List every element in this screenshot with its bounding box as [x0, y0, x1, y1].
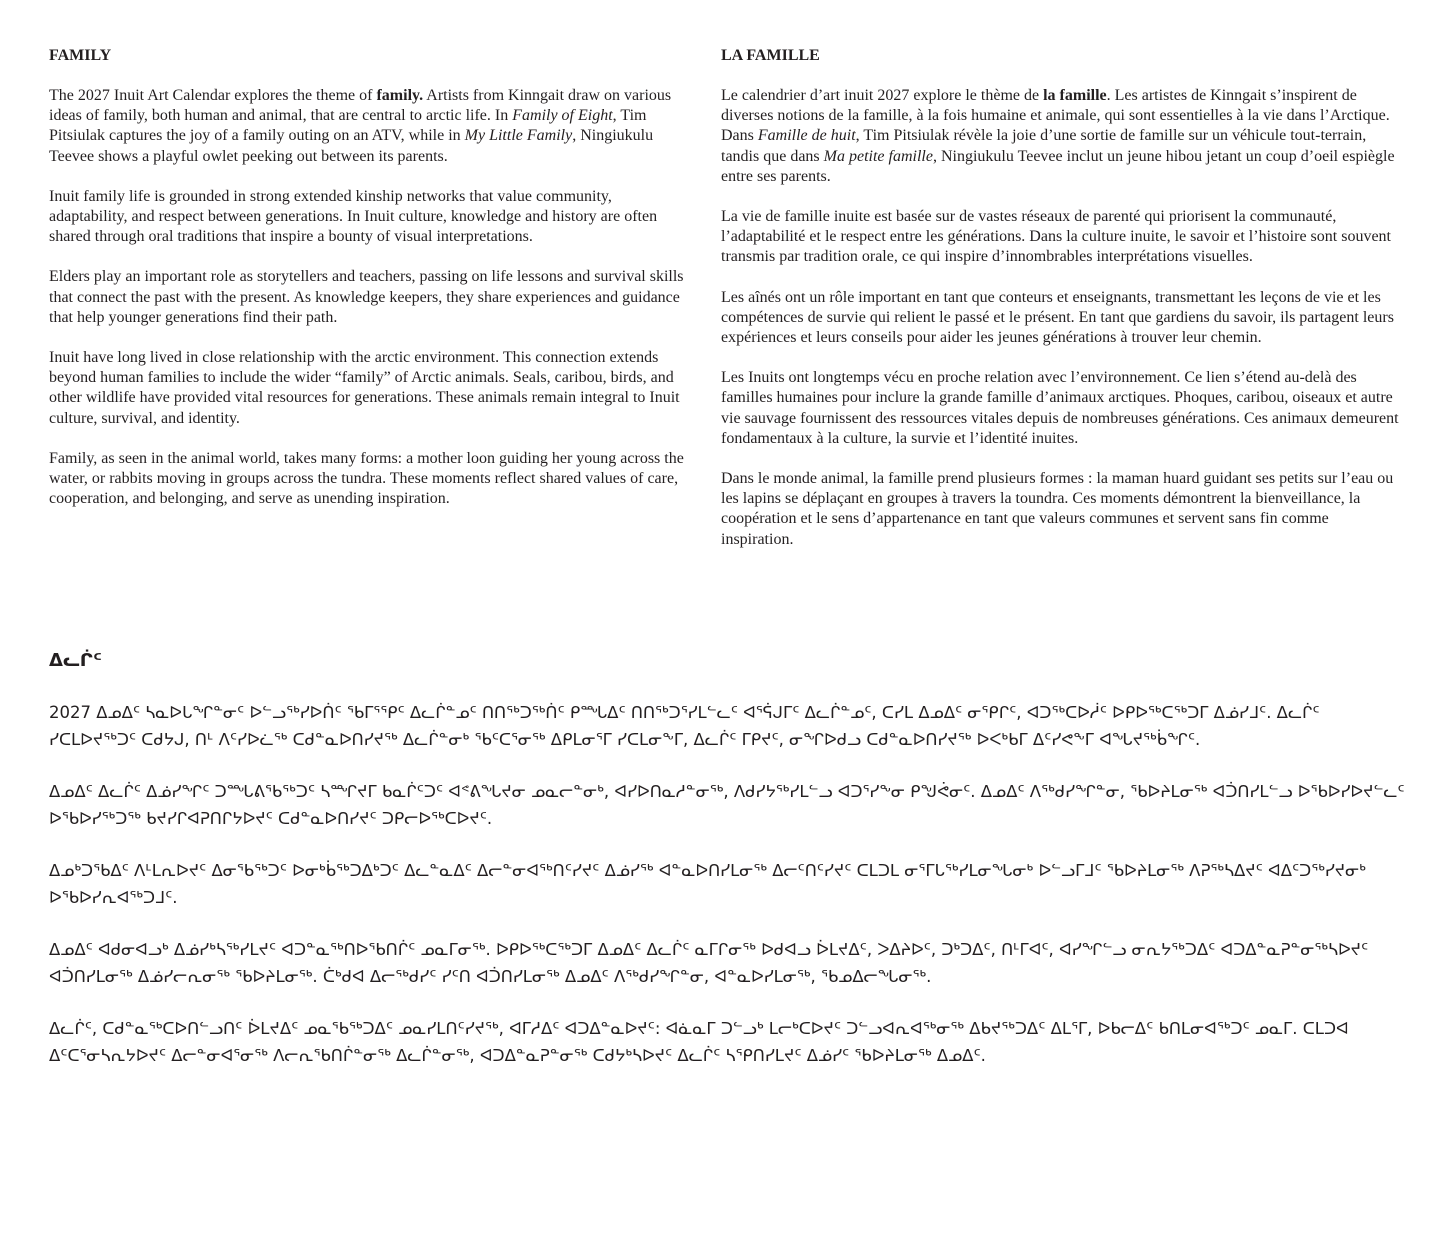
- inuktitut-paragraph-5: ᐃᓚᒌᑦ, ᑕᑯᓐᓇᖅᑕᐅᑎᓪᓗᑎᑦ ᐆᒪᔪᐃᑦ ᓄᓇᖃᖅᑐᐃᑦ ᓄᓇᓯᒪᑎᑦᓯᔪᖅ, ᐊᒥᓱᐃᑦ ᐊᑐᐃᓐᓇᐅᔪᑦ: ᐊᓈᓇᒥ ᑐᓪᓗᒃ ᒪᓕᒃᑕᐅᔪᑦ ᑐᓪᓗᐊᕆᐊᖅᓂᖅ ᐃᑲᔪᖅᑐᐃᑦ ᐃᒪᕐᒥ, ᐅᑲᓕᐃᑦ ᑲᑎᒪᓂᐊᖅᑐᑦ ᓄᓇᒥ. ᑕᒪᑐᐊ ᐃᑦᑕᕐᓂᓴᕆᔭᐅᔪᑦ ᐃᓕᓐᓂᐊᕐᓂᖅ ᐱᓕᕆᖃᑎᒌᓐᓂᖅ ᐃᓚᒌᓐᓂᖅ, ᐊᑐᐃᓐᓇᕈᓐᓂᖅ ᑕᑯᔭᒃᓴᐅᔪᑦ ᐃᓚᒌᑦ ᓴᕿᑎᓯᒪᔪᑦ ᐃᓅᓯᑦ ᖃᐅᔨᒪᓂᖅ ᐃᓄᐃᑦ.: [49, 1019, 1349, 1065]
- inuktitut-paragraph-3: ᐃᓄᒃᑐᖃᐃᑦ ᐱᒻᒪᕆᐅᔪᑦ ᐃᓂᖃᖅᑐᑦ ᐅᓂᒃᑳᖅᑐᐃᒃᑐᑦ ᐃᓚᓐᓇᐃᑦ ᐃᓕᓐᓂᐊᖅᑎᑦᓯᔪᑦ ᐃᓅᓯᖅ ᐊᓐᓇᐅᑎᓯᒪᓂᖅ ᐃᓕᑦᑎᑦᓯᔪᑦ ᑕᒪᑐᒪ ᓂᕐᒥᒐᖅᓯᒪᓂᖓᓂᒃ ᐅᓪᓗᒥᒧᑦ ᖃᐅᔨᒪᓂᖅ ᐱᕈᖅᓴᐃᔪᑦ ᐊᐃᑦᑐᖅᓯᔪᓂᒃ ᐅᖃᐅᓯᕆᐊᖅᑐᒧᑦ.: [49, 861, 1366, 907]
- english-paragraph-4: Inuit have long lived in close relationship with the arctic environment. This connection extends beyond human families to include the wider “family” of Arctic animals. Seals, caribou, birds, and other wildlife have provided vital resources for generations. These animals remain integral to Inuit culture, survival, and identity.: [49, 349, 680, 427]
- french-paragraph-1: Le calendrier d’art inuit 2027 explore le thème de la famille. Les artistes de Kinngait s’inspirent de diverses notions de la famille, à la fois humaine et animale, qui sont essentielles à la vie dans l’Arctique. Dans Famille de huit, Tim Pitsiulak révèle la joie d’une sortie de famille sur un véhicule tout-terrain, tandis que dans Ma petite famille, Ningiukulu Teevee inclut un jeune hibou jetant un coup d’oeil espiègle entre ses parents.: [721, 87, 1395, 185]
- inuktitut-paragraph-2: ᐃᓄᐃᑦ ᐃᓚᒌᑦ ᐃᓅᓯᖏᑦ ᑐᙵᕕᖃᖅᑐᑦ ᓴᙱᔪᒥ ᑲᓇᒌᑦᑐᑦ ᐊᕝᕕᖓᔪᓂ ᓄᓇᓕᓐᓂᒃ, ᐊᓯᐅᑎᓇᓱᓐᓂᖅ, ᐱᑯᓯᔭᖅᓯᒪᓪᓗ ᐊᑐᕐᓯᖕᓂ ᑭᖑᕚᓂᑦ. ᐃᓄᐃᑦ ᐱᖅᑯᓯᖏᓐᓂ, ᖃᐅᔨᒪᓂᖅ ᐊᑑᑎᓯᒪᓪᓗ ᐅᖃᐅᓯᐅᔪᓪᓚᑦ ᐅᖃᐅᓯᖅᑐᖅ ᑲᔪᓯᒋᐊᕈᑎᒋᔭᐅᔪᑦ ᑕᑯᓐᓇᐅᑎᓯᔪᑦ ᑐᑭᓕᐅᖅᑕᐅᔪᑦ.: [49, 782, 1405, 828]
- inuktitut-paragraph-4: ᐃᓄᐃᑦ ᐊᑯᓂᐊᓗᒃ ᐃᓅᓯᒃᓴᖅᓯᒪᔪᑦ ᐊᑐᓐᓇᖅᑎᐅᖃᑎᒌᑦ ᓄᓇᒥᓂᖅ. ᐅᑭᐅᖅᑕᖅᑐᒥ ᐃᓄᐃᑦ ᐃᓚᒌᑦ ᓇᒥᒋᓂᖅ ᐅᑯᐊᓗ ᐆᒪᔪᐃᑦ, ᐳᐃᔨᐅᑦ, ᑐᒃᑐᐃᑦ, ᑎᒻᒥᐊᑦ, ᐊᓯᖏᓪᓗ ᓂᕆᔭᖅᑐᐃᑦ ᐊᑐᐃᓐᓇᕈᓐᓂᖅᓴᐅᔪᑦ ᐊᑑᑎᓯᒪᓂᖅ ᐃᓅᓯᓕᕆᓂᖅ ᖃᐅᔨᒪᓂᖅ. ᑖᒃᑯᐊ ᐃᓕᖅᑯᓯᑦ ᓯᑦᑎ ᐊᑑᑎᓯᒪᓂᖅ ᐃᓄᐃᑦ ᐱᖅᑯᓯᖏᓐᓂ, ᐊᓐᓇᐅᓯᒪᓂᖅ, ᖃᓄᐃᓕᖓᓂᖅ.: [49, 940, 1369, 986]
- english-paragraph-2: Inuit family life is grounded in strong extended kinship networks that value community, adaptability, and respect between generations. In Inuit culture, knowledge and history are often shared through oral traditions that inspire a bounty of visual interpretations.: [49, 187, 658, 246]
- english-paragraph-5: Family, as seen in the animal world, takes many forms: a mother loon guiding her young across the water, or rabbits moving in groups across the tundra. These moments reflect shared values of care, cooperation, and belonging, and serve as unending inspiration.: [49, 449, 684, 508]
- inuktitut-heading: ᐃᓚᒌᑦ: [49, 650, 102, 671]
- english-column: [49, 46, 689, 529]
- french-paragraph-2: La vie de famille inuite est basée sur de vastes réseaux de parenté qui priorisent la communauté, l’adaptabilité et le respect entre les générations. Dans la culture inuite, le savoir et l’histoire sont souvent transmis par tradition orale, ce qui inspire d’innombrables interprétations visuelles.: [721, 208, 1391, 266]
- english-paragraph-1: The 2027 Inuit Art Calendar explores the theme of family. Artists from Kinngait draw on various ideas of family, both human and animal, that are central to arctic life. In Family of Eight, Tim Pitsiulak captures the joy of a family outing on an ATV, while in My Little Family, Ningiukulu Teevee shows a playful owlet peeking out between its parents.: [49, 87, 672, 165]
- french-column: [721, 46, 1401, 570]
- inuktitut-section: [49, 648, 1409, 1095]
- english-heading: FAMILY: [49, 47, 112, 64]
- french-heading: LA FAMILLE: [721, 47, 820, 64]
- inuktitut-paragraph-1: 2027 ᐃᓄᐃᑦ ᓴᓇᐅᒐᖏᓐᓂᑦ ᐅᓪᓗᖅᓯᐅᑏᑦ ᖃᒥᕐᕿᑦ ᐃᓚᒌᓐᓄᑦ ᑎᑎᖅᑐᖅᑏᑦ ᑭᙵᐃᑦ ᑎᑎᖅᑐᕐᓯᒪᓪᓚᑦ ᐊᕐᕌᒍᒥᑦ ᐃᓚᒌᓐᓄᑦ, ᑕᓯᒪ ᐃᓄᐃᑦ ᓂᕿᒋᑦ, ᐊᑐᖅᑕᐅᓲᑦ ᐅᑭᐅᖅᑕᖅᑐᒥ ᐃᓅᓯᒧᑦ. ᐃᓚᒌᑦ ᓯᑕᒪᐅᔪᖅᑐᑦ ᑕᑯᔭᒍ, ᑎᒻ ᐱᑦᓯᐅᓛᖅ ᑕᑯᓐᓇᐅᑎᓯᔪᖅ ᐃᓚᒌᓐᓂᒃ ᖃᑦᑕᕐᓂᖅ ᐃᑭᒪᓂᕐᒥ ᓯᑕᒪᓂᖕᒥ, ᐃᓚᒌᑦ ᒥᑭᔪᑦ, ᓂᖏᐅᑯᓗ ᑕᑯᓐᓇᐅᑎᓯᔪᖅ ᐅᐸᒃᑲᒥ ᐃᑦᓯᕙᖕᒥ ᐊᖓᔪᖅᑳᖏᑦ.: [49, 703, 1320, 749]
- french-paragraph-3: Les aînés ont un rôle important en tant que conteurs et enseignants, transmettant les leçons de vie et les compétences de survie qui relient le passé et le présent. En tant que gardiens du savoir, ils partagent leurs expériences et leurs conseils pour aider les jeunes générations à trouver leur chemin.: [721, 288, 1394, 347]
- french-paragraph-4: Les Inuits ont longtemps vécu en proche relation avec l’environnement. Ce lien s’étend au-delà des familles humaines pour inclure la grande famille d’animaux arctiques. Phoques, caribou, oiseaux et autre vie sauvage fournissent des ressources vitales depuis de nombreuses générations. Ces animaux demeurent fondamentaux à la culture, la survie et l’identité inuites.: [721, 369, 1399, 447]
- english-paragraph-3: Elders play an important role as storytellers and teachers, passing on life lessons and survival skills that connect the past with the present. As knowledge keepers, they share experiences and guidance that help younger generations find their path.: [49, 268, 684, 326]
- french-paragraph-5: Dans le monde animal, la famille prend plusieurs formes : la maman huard guidant ses petits sur l’eau ou les lapins se déplaçant en groupes à travers la toundra. Ces moments démontrent la bienveillance, la coopération et le sens d’appartenance en tant que valeurs communes et servent sans fin comme inspiration.: [721, 470, 1394, 548]
